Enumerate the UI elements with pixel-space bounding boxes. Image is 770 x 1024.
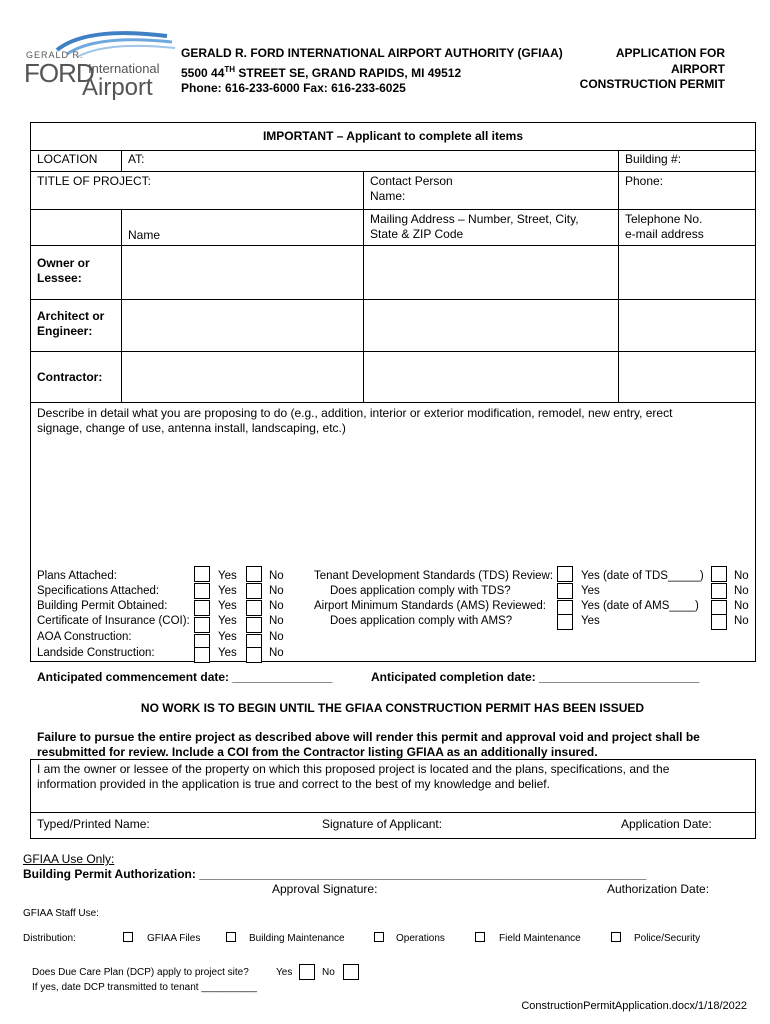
tel-label1: Telephone No. — [625, 212, 703, 226]
dist-field-maintenance: Field Maintenance — [499, 933, 581, 944]
yes-checkbox[interactable] — [194, 583, 210, 599]
tel-label2: e-mail address — [625, 227, 704, 241]
blank-header — [31, 210, 122, 246]
no-label: No — [734, 615, 749, 627]
dist-gfiaa-files: GFIAA Files — [147, 933, 201, 944]
cert-line2: information provided in the application is true and correct to the best of my knowledge and belief. — [37, 777, 550, 791]
address-rest: STREET SE, GRAND RAPIDS, MI 49512 — [235, 65, 462, 80]
check-label: Airport Minimum Standards (AMS) Reviewed: — [314, 600, 546, 612]
no-label: No — [269, 570, 284, 582]
logo-international: International — [88, 61, 160, 76]
architect-label — [31, 300, 122, 352]
approval-signature-label: Approval Signature: — [272, 882, 378, 896]
owner-phone-field[interactable] — [619, 246, 755, 300]
dist-checkbox-operations[interactable] — [374, 932, 384, 942]
check-label: Specifications Attached: — [37, 585, 160, 597]
yes-checkbox[interactable] — [557, 566, 573, 582]
failure-line2: resubmitted for review. Include a COI from the Contractor listing GFIAA as an additionally insured. — [37, 745, 598, 759]
at-field[interactable]: AT: — [122, 150, 619, 172]
yes-label: Yes — [218, 585, 237, 597]
org-name: GERALD R. FORD INTERNATIONAL AIRPORT AUTHORITY (GFIAA) — [181, 46, 563, 60]
contractor-phone-field[interactable] — [619, 352, 755, 403]
architect-name-field[interactable] — [122, 300, 364, 352]
certification-text — [37, 762, 669, 792]
failure-notice — [37, 730, 700, 760]
dist-operations: Operations — [396, 933, 445, 944]
footer-filename: ConstructionPermitApplication.docx/1/18/2022 — [521, 1000, 747, 1012]
org-phone: Phone: 616-233-6000 Fax: 616-233-6025 — [181, 81, 406, 95]
architect-address-field[interactable] — [364, 300, 619, 352]
no-checkbox[interactable] — [711, 566, 727, 582]
contact-label1: Contact Person — [370, 174, 453, 188]
header-title — [580, 46, 725, 93]
dcp-date-field[interactable]: If yes, date DCP transmitted to tenant __________ — [32, 982, 257, 993]
no-checkbox[interactable] — [711, 583, 727, 599]
yes-label: Yes — [581, 615, 600, 627]
title-line2: AIRPORT — [671, 61, 725, 76]
arch-label1: Architect or — [37, 309, 105, 323]
no-label: No — [734, 600, 749, 612]
important-note: IMPORTANT – Applicant to complete all items — [262, 129, 524, 143]
no-checkbox[interactable] — [246, 583, 262, 599]
dist-checkbox-building-maintenance[interactable] — [226, 932, 236, 942]
check-label: Building Permit Obtained: — [37, 600, 168, 612]
no-label: No — [269, 615, 284, 627]
owner-label — [31, 246, 122, 300]
dcp-yes-label: Yes — [276, 967, 293, 978]
contractor-address-field[interactable] — [364, 352, 619, 403]
gfiaa-use-only: GFIAA Use Only: — [23, 852, 115, 866]
building-permit-authorization[interactable]: Building Permit Authorization: ___________________________________________________________________ — [23, 867, 647, 881]
authorization-date-label: Authorization Date: — [607, 882, 710, 896]
dist-building-maintenance: Building Maintenance — [249, 933, 345, 944]
distribution-label: Distribution: — [23, 933, 76, 944]
no-label: No — [734, 585, 749, 597]
dcp-no-label: No — [322, 967, 335, 978]
building-field[interactable]: Building #: — [619, 150, 755, 172]
typed-name-field[interactable]: Typed/Printed Name: — [37, 817, 150, 831]
no-label: No — [269, 585, 284, 597]
yes-label: Yes (date of TDS_____) — [581, 570, 704, 582]
mailing-header — [364, 210, 619, 246]
cert-divider — [31, 812, 755, 813]
address-number: 5500 44 — [181, 65, 225, 80]
check-label: AOA Construction: — [37, 631, 132, 643]
title-line3: CONSTRUCTION PERMIT — [579, 77, 725, 91]
check-label: Does application comply with TDS? — [330, 585, 511, 597]
check-label: Certificate of Insurance (COI): — [37, 615, 190, 627]
commencement-date-field[interactable]: Anticipated commencement date: _______________ — [37, 670, 333, 684]
signature-field[interactable]: Signature of Applicant: — [322, 817, 443, 831]
yes-label: Yes — [218, 647, 237, 659]
contractor-name-field[interactable] — [122, 352, 364, 403]
gfiaa-logo — [22, 28, 167, 103]
yes-label: Yes — [218, 570, 237, 582]
contractor-label: Contractor: — [31, 352, 122, 403]
name-header: Name — [122, 210, 364, 246]
title-line1: APPLICATION FOR — [615, 46, 725, 60]
yes-checkbox[interactable] — [194, 647, 210, 663]
yes-checkbox[interactable] — [557, 583, 573, 599]
telephone-header — [619, 210, 755, 246]
check-label: Does application comply with AMS? — [330, 615, 513, 627]
staff-use-label: GFIAA Staff Use: — [23, 908, 99, 919]
org-address — [181, 62, 563, 82]
cert-line1: I am the owner or lessee of the property on which this proposed project is located and the plans, specifications, and the — [37, 762, 670, 776]
describe-line1: Describe in detail what you are proposing to do (e.g., addition, interior or exterior modification, remodel, new entry, erect — [37, 406, 673, 420]
application-date-field[interactable]: Application Date: — [621, 817, 712, 831]
mailing-label2: State & ZIP Code — [370, 227, 464, 241]
describe-line2: signage, change of use, antenna install, landscaping, etc.) — [37, 421, 346, 435]
no-work-notice: NO WORK IS TO BEGIN UNTIL THE GFIAA CONSTRUCTION PERMIT HAS BEEN ISSUED — [140, 701, 645, 715]
yes-label: Yes — [218, 615, 237, 627]
no-checkbox[interactable] — [246, 566, 262, 582]
logo-ford: FORD — [24, 58, 94, 88]
yes-label: Yes — [218, 631, 237, 643]
no-checkbox[interactable] — [711, 614, 727, 630]
logo-gerald: GERALD R. — [26, 50, 84, 60]
yes-checkbox[interactable] — [194, 566, 210, 582]
logo-airport: Airport — [82, 74, 153, 101]
yes-checkbox[interactable] — [194, 600, 210, 616]
yes-checkbox[interactable] — [557, 614, 573, 630]
describe-field[interactable] — [37, 406, 747, 436]
dist-checkbox-field-maintenance[interactable] — [475, 932, 485, 942]
contact-person-field[interactable] — [364, 172, 619, 210]
address-sup: TH — [224, 64, 236, 74]
owner-label2: Lessee: — [37, 271, 82, 285]
check-label: Plans Attached: — [37, 570, 117, 582]
no-label: No — [269, 631, 284, 643]
check-label: Tenant Development Standards (TDS) Review: — [314, 570, 554, 582]
no-checkbox[interactable] — [246, 647, 262, 663]
check-label: Landside Construction: — [37, 647, 155, 659]
dcp-yes-checkbox[interactable] — [299, 964, 315, 980]
phone-field[interactable]: Phone: — [619, 172, 755, 210]
no-checkbox[interactable] — [246, 617, 262, 633]
contact-label2: Name: — [370, 189, 406, 203]
header-org — [181, 46, 563, 97]
architect-phone-field[interactable] — [619, 300, 755, 352]
owner-address-field[interactable] — [364, 246, 619, 300]
no-label: No — [269, 600, 284, 612]
mailing-label1: Mailing Address – Number, Street, City, — [370, 212, 579, 226]
title-project-field[interactable]: TITLE OF PROJECT: — [31, 172, 364, 210]
dcp-question: Does Due Care Plan (DCP) apply to project site? — [32, 967, 249, 978]
dist-police-security: Police/Security — [634, 933, 701, 944]
yes-label: Yes (date of AMS____) — [581, 600, 699, 612]
no-label: No — [269, 647, 284, 659]
arch-label2: Engineer: — [37, 324, 93, 338]
dist-checkbox-police-security[interactable] — [611, 932, 621, 942]
dcp-no-checkbox[interactable] — [343, 964, 359, 980]
completion-date-field[interactable]: Anticipated completion date: ________________________ — [371, 670, 700, 684]
no-label: No — [734, 570, 749, 582]
location-label: LOCATION — [31, 150, 122, 172]
yes-checkbox[interactable] — [194, 617, 210, 633]
failure-line1: Failure to pursue the entire project as described above will render this permit and approval void and project shall be — [37, 730, 700, 744]
yes-label: Yes — [581, 585, 600, 597]
dist-checkbox-gfiaa-files[interactable] — [123, 932, 133, 942]
yes-label: Yes — [218, 600, 237, 612]
owner-label1: Owner or — [37, 256, 90, 270]
no-checkbox[interactable] — [246, 600, 262, 616]
certification-box — [30, 759, 756, 839]
owner-name-field[interactable] — [122, 246, 364, 300]
